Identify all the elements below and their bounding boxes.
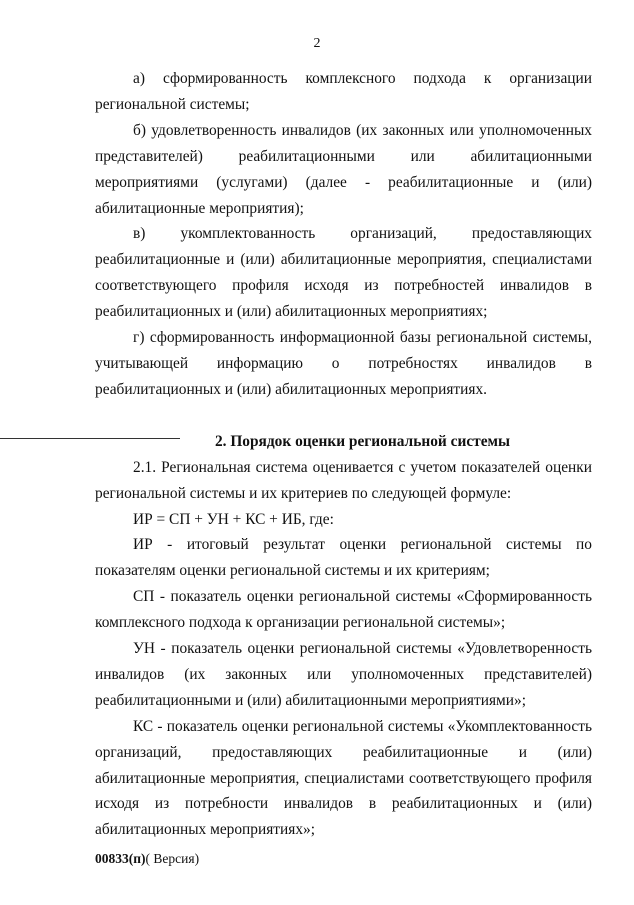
section-heading: 2. Порядок оценки региональной системы (214, 432, 511, 450)
definition-un: УН - показатель оценки региональной системы «Удовлетворенность инвалидов (их законных или уполномоченных представителей) реабилитационными и (или) абилитационными мероприятиями»; (95, 640, 592, 709)
formula: ИР = СП + УН + КС + ИБ, где: (133, 510, 334, 528)
list-item-a: а) сформированность комплексного подхода к организации региональной системы; (95, 70, 592, 113)
document-body (95, 66, 592, 843)
page-number: 2 (313, 36, 321, 51)
scan-line (0, 438, 180, 439)
list-item-d: г) сформированность информационной базы региональной системы, учитывающей информацию о потребностях инвалидов в реабилитационных и (или) абилитационных мероприятиях. (95, 329, 592, 398)
definition-sp: СП - показатель оценки региональной системы «Сформированность комплексного подхода к организации региональной системы»; (95, 588, 592, 632)
list-item-c: в) укомплектованность организаций, предоставляющих реабилитационные и (или) абилитационные мероприятия, специалистами соответствующего профиля исходя из потребностей инвалидов в реабилитационных и (или) абилитационных мероприятиях; (95, 225, 592, 321)
document-footer (95, 851, 199, 867)
definition-ir: ИР - итоговый результат оценки региональной системы по показателям оценки региональной системы и их критериям; (95, 536, 592, 580)
document-version: ( Версия) (145, 851, 200, 866)
spacer (95, 403, 592, 429)
document-code: 00833(п) (95, 851, 146, 866)
paragraph-2-1: 2.1. Региональная система оценивается с учетом показателей оценки региональной системы и их критериев по следующей формуле: (95, 458, 592, 502)
list-item-b: б) удовлетворенность инвалидов (их законных или уполномоченных представителей) реабилитационными или абилитационными мероприятиями (услугами) (далее - реабилитационные и (или) абилитационные мероприятия); (95, 121, 592, 217)
definition-ks: КС - показатель оценки региональной системы «Укомплектованность организаций, предоставляющих реабилитационные и (или) абилитационные мероприятия, специалистами соответствующего профиля исходя из потребности инвалидов в реабилитационных и (или) абилитационных мероприятиях»; (95, 717, 592, 839)
